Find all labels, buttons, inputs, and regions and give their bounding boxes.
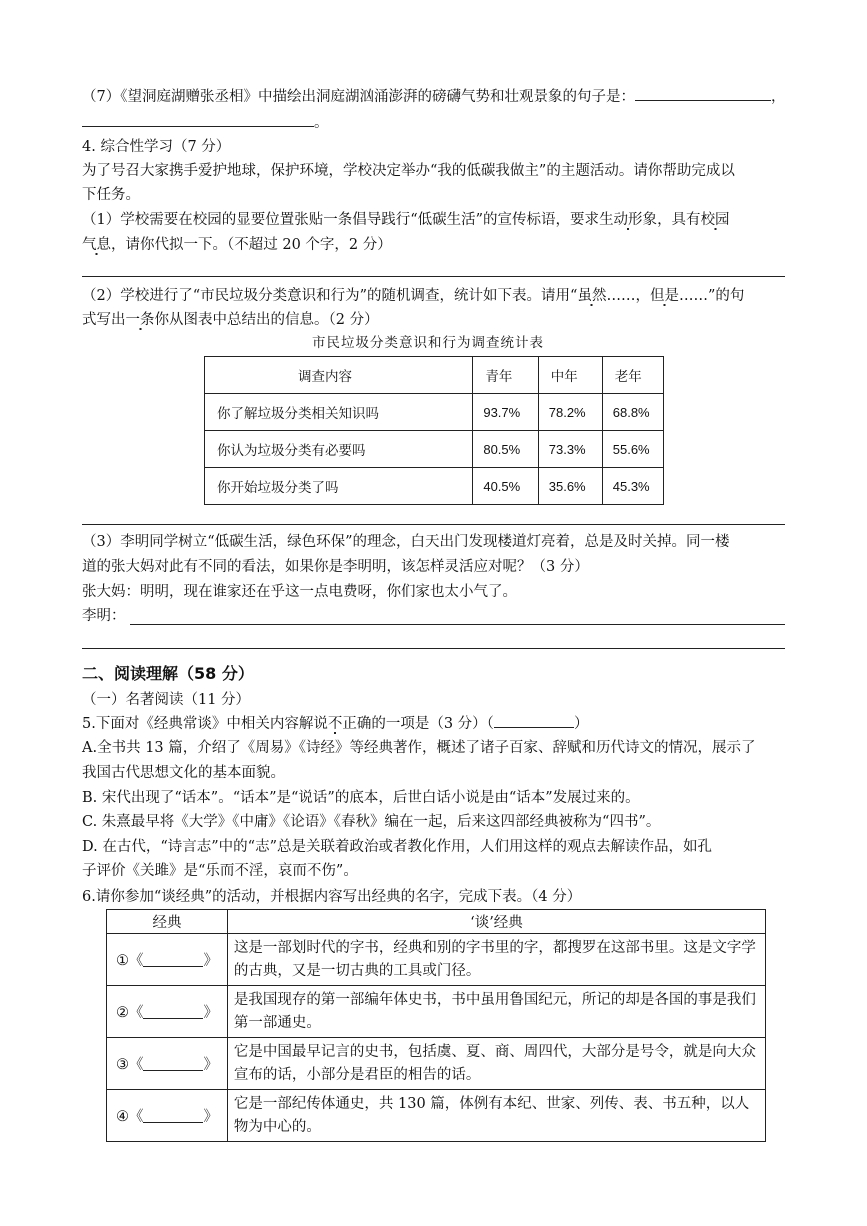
table-cell: ②《 》 [107, 986, 228, 1038]
q7-answer-blank-1[interactable] [635, 86, 771, 101]
section-title: 二、阅读理解（58 分） [82, 664, 254, 683]
table-cell: 35.6% [538, 468, 602, 505]
q5-option-c: C. 朱熹最早将《大学》《中庸》《论语》《春秋》编在一起，后来这四部经典被称为“四书”。 [82, 814, 661, 830]
q4-part2-line2: 式写出一条你从图表中总结出的信息。（2 分） [82, 310, 379, 330]
survey-table [204, 356, 664, 505]
q5-answer-blank[interactable] [494, 713, 574, 728]
q5-option-d-line1: D. 在古代，“诗言志”中的“志”总是关联着政治或者教化作用，人们用这样的观点去解读作品，如孔 [82, 839, 712, 855]
q4-part1-answer-line[interactable] [82, 276, 785, 277]
table-cell: 68.8% [602, 394, 663, 431]
q5-option-a-line2: 我国古代思想文化的基本面貌。 [82, 765, 285, 781]
table-cell: 78.2% [538, 394, 602, 431]
table-cell: 你了解垃圾分类相关知识吗 [205, 394, 473, 431]
emphasis-text: 不 [328, 716, 343, 735]
table-row [107, 1038, 766, 1090]
q7-line: （7）《望洞庭湖赠张丞相》中描绘出洞庭湖汹涌澎湃的磅礴气势和壮观景象的句子是： ， [82, 86, 785, 107]
table-cell: ④《 》 [107, 1090, 228, 1142]
table-row [205, 431, 664, 468]
emphasis-text: 气息 [82, 237, 111, 256]
table-cell: 它是一部纪传体通史，共 130 篇，体例有本纪、世家、列传、表、书五种，以人物为中心的。 [227, 1090, 765, 1142]
q4-intro-2: 下任务。 [82, 187, 140, 203]
q4-part2-answer-line[interactable] [82, 524, 785, 525]
q5-option-b: B. 宋代出现了“话本”。“话本”是“说话”的底本，后世白话小说是由“话本”发展过来的。 [82, 790, 640, 806]
table-cell: 45.3% [602, 468, 663, 505]
emphasis-text: 生动形象 [599, 212, 657, 231]
q4-title: 4. 综合性学习（7 分） [82, 139, 231, 155]
dialog-li-label: 李明： [82, 608, 126, 624]
dialog-li-answer-line-2[interactable] [82, 648, 785, 649]
table-cell: 55.6% [602, 431, 663, 468]
q6-stem: 6.请你参加“谈经典”的活动，并根据内容写出经典的名字，完成下表。（4 分） [82, 889, 582, 905]
classic-name-blank[interactable] [143, 1107, 203, 1123]
table-cell: 93.7% [473, 394, 538, 431]
q4-part1-line1: （1）学校需要在校园的显要位置张贴一条倡导践行“低碳生活”的宣传标语，要求生动形象，具有校园 [82, 210, 730, 230]
q5-option-a-line1: A.全书共 13 篇，介绍了《周易》《诗经》等经典著作，概述了诸子百家、辞赋和历代诗文的情况，展示了 [82, 740, 756, 756]
table-header-cell: 中年 [538, 357, 602, 394]
emphasis-text: 一条 [126, 312, 155, 331]
table-header-cell: 调查内容 [205, 357, 473, 394]
table-header-row [107, 910, 766, 934]
classic-name-blank[interactable] [143, 1055, 203, 1071]
table-cell: 40.5% [473, 468, 538, 505]
q4-intro-1: 为了号召大家携手爱护地球，保护环境，学校决定举办“我的低碳我做主”的主题活动。请你帮助完成以 [82, 163, 735, 179]
q5-stem: 5.下面对《经典常谈》中相关内容解说不正确的一项是（3 分）（ ） [82, 713, 588, 734]
table-cell: ③《 》 [107, 1038, 228, 1090]
q4-part3-line2: 道的张大妈对此有不同的看法，如果你是李明明，该怎样灵活应对呢？（3 分） [82, 559, 589, 575]
q4-part2-line1: （2）学校进行了“市民垃圾分类意识和行为”的随机调查，统计如下表。请用“虽然……，但是……”的句 [82, 286, 744, 306]
table-row [205, 394, 664, 431]
table-cell: 80.5% [473, 431, 538, 468]
subsection-title: （一）名著阅读（11 分） [82, 692, 251, 708]
q7-line-2: 。 [82, 112, 329, 133]
table-cell: 你开始垃圾分类了吗 [205, 468, 473, 505]
table-cell: ①《 》 [107, 934, 228, 986]
table-row [107, 1090, 766, 1142]
table-cell: 它是中国最早记言的史书，包括虞、夏、商、周四代，大部分是号令，就是向大众宣布的话，小部分是君臣的相告的话。 [227, 1038, 765, 1090]
dialog-zhang: 张大妈：明明，现在谁家还在乎这一点电费呀，你们家也太小气了。 [82, 584, 517, 600]
emphasis-text: 但是 [650, 288, 679, 307]
table-cell: 是我国现存的第一部编年体史书，书中虽用鲁国纪元，所记的却是各国的事是我们第一部通史。 [227, 986, 765, 1038]
table-cell: 这是一部划时代的字书，经典和别的字书里的字，都搜罗在这部书里。这是文字学的古典，又是一切古典的工具或门径。 [227, 934, 765, 986]
dialog-li-answer-line[interactable] [130, 624, 785, 625]
table-row [107, 986, 766, 1038]
q4-part3-line1: （3）李明同学树立“低碳生活，绿色环保”的理念，白天出门发现楼道灯亮着，总是及时关掉。同一楼 [82, 534, 730, 550]
classic-name-blank[interactable] [143, 1003, 203, 1019]
q7-answer-blank-2[interactable] [82, 112, 314, 127]
q5-option-d-line2: 子评价《关雎》是“乐而不淫，哀而不伤”。 [82, 863, 358, 879]
table-header-cell: 青年 [473, 357, 538, 394]
q4-part1-line2: 气息，请你代拟一下。（不超过 20 个字，2 分） [82, 235, 392, 255]
emphasis-text: 校园 [701, 212, 730, 231]
emphasis-text: 虽然 [577, 288, 606, 307]
table-header-cell: ‘谈’经典 [227, 910, 765, 934]
table-row [205, 468, 664, 505]
survey-table-title: 市民垃圾分类意识和行为调查统计表 [312, 335, 544, 351]
classics-table [106, 909, 766, 1142]
table-header-cell: 老年 [602, 357, 663, 394]
table-cell: 73.3% [538, 431, 602, 468]
table-row [107, 934, 766, 986]
classic-name-blank[interactable] [143, 951, 203, 967]
table-cell: 你认为垃圾分类有必要吗 [205, 431, 473, 468]
table-header-row [205, 357, 664, 394]
table-header-cell: 经典 [107, 910, 228, 934]
